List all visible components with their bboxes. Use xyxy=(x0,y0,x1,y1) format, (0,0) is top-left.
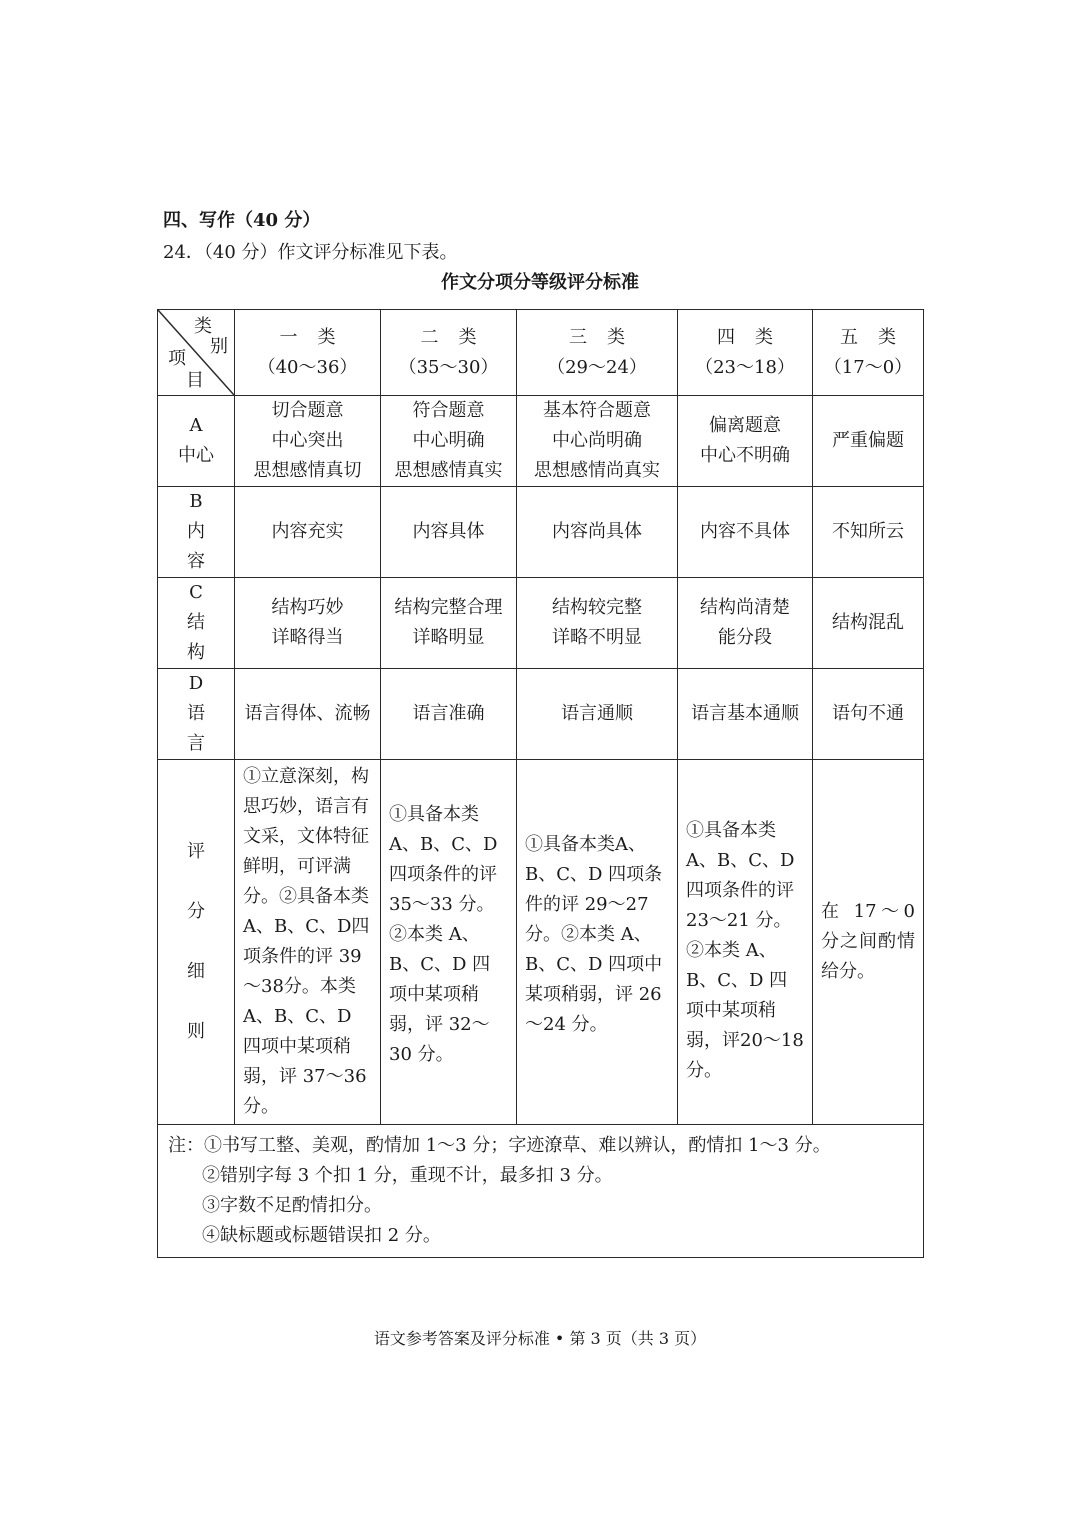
note-3: ③字数不足酌情扣分。 xyxy=(202,1195,382,1216)
corner-label-category-2: 别 xyxy=(210,336,228,357)
category-header-3: 三类 （29～24） xyxy=(517,310,678,396)
question-24: 24．（40 分）作文评分标准见下表。 xyxy=(163,242,458,263)
row-head-b: B 内容 xyxy=(158,487,235,578)
category-header-2: 二类 （35～30） xyxy=(381,310,517,396)
grading-table xyxy=(157,309,924,1258)
corner-label-item-1: 项 xyxy=(168,348,186,369)
table-row-content xyxy=(158,487,924,578)
cell-a-1: 切合题意 中心突出 思想感情真切 xyxy=(235,396,381,487)
note-4: ④缺标题或标题错误扣 2 分。 xyxy=(202,1225,441,1246)
table-row-notes xyxy=(158,1125,924,1258)
cell-b-1: 内容充实 xyxy=(235,487,381,578)
cell-b-2: 内容具体 xyxy=(381,487,517,578)
category-header-4: 四类 （23～18） xyxy=(678,310,813,396)
corner-label-category-1: 类 xyxy=(194,316,212,337)
note-2: ②错别字每 3 个扣 1 分，重现不计，最多扣 3 分。 xyxy=(202,1165,613,1186)
detail-cell-5: 在 17～0 分之间酌情给分。 xyxy=(813,760,924,1125)
cell-c-1: 结构巧妙 详略得当 xyxy=(235,578,381,669)
cell-d-3: 语言通顺 xyxy=(517,669,678,760)
section-title: 四、写作（40 分） xyxy=(163,210,321,231)
cell-a-2: 符合题意 中心明确 思想感情真实 xyxy=(381,396,517,487)
cell-d-4: 语言基本通顺 xyxy=(678,669,813,760)
table-row-center xyxy=(158,396,924,487)
cell-d-2: 语言准确 xyxy=(381,669,517,760)
cell-b-5: 不知所云 xyxy=(813,487,924,578)
cell-c-5: 结构混乱 xyxy=(813,578,924,669)
detail-cell-3: ①具备本类A、B、C、D 四项条件的评 29～27 分。②本类 A、B、C、D 四项中某项稍弱，评 26～24 分。 xyxy=(517,760,678,1125)
category-header-5: 五类 （17～0） xyxy=(813,310,924,396)
table-row-structure xyxy=(158,578,924,669)
row-head-a: A 中心 xyxy=(158,396,235,487)
cell-a-3: 基本符合题意 中心尚明确 思想感情尚真实 xyxy=(517,396,678,487)
table-row-language xyxy=(158,669,924,760)
detail-cell-2: ①具备本类A、B、C、D四项条件的评35～33 分。②本类 A、B、C、D 四项中某项稍弱，评 32～30 分。 xyxy=(381,760,517,1125)
cell-c-4: 结构尚清楚 能分段 xyxy=(678,578,813,669)
cell-d-5: 语句不通 xyxy=(813,669,924,760)
cell-b-3: 内容尚具体 xyxy=(517,487,678,578)
row-head-detail: 评 分 细 则 xyxy=(158,760,235,1125)
corner-cell xyxy=(158,310,235,396)
detail-cell-1: ①立意深刻，构思巧妙，语言有文采，文体特征鲜明，可评满分。②具备本类A、B、C、D四项条件的评 39～38分。本类A、B、C、D 四项中某项稍弱，评 37～36 分。 xyxy=(235,760,381,1125)
category-header-1: 一类 （40～36） xyxy=(235,310,381,396)
table-row-detail xyxy=(158,760,924,1125)
header-row xyxy=(158,310,924,396)
cell-b-4: 内容不具体 xyxy=(678,487,813,578)
notes-cell xyxy=(158,1125,924,1258)
cell-a-5: 严重偏题 xyxy=(813,396,924,487)
cell-a-4: 偏离题意 中心不明确 xyxy=(678,396,813,487)
row-head-d: D 语言 xyxy=(158,669,235,760)
cell-c-2: 结构完整合理 详略明显 xyxy=(381,578,517,669)
corner-label-item-2: 目 xyxy=(186,370,204,391)
cell-c-3: 结构较完整 详略不明显 xyxy=(517,578,678,669)
detail-cell-4: ①具备本类A、B、C、D四项条件的评23～21 分。②本类 A、B、C、D 四项中某项稍弱，评20～18 分。 xyxy=(678,760,813,1125)
cell-d-1: 语言得体、流畅 xyxy=(235,669,381,760)
page-footer: 语文参考答案及评分标准 • 第 3 页（共 3 页） xyxy=(373,1329,707,1348)
row-head-c: C 结构 xyxy=(158,578,235,669)
table-title: 作文分项分等级评分标准 xyxy=(441,272,639,293)
note-1: 注：①书写工整、美观，酌情加 1～3 分；字迹潦草、难以辨认，酌情扣 1～3 分。 xyxy=(168,1135,831,1156)
